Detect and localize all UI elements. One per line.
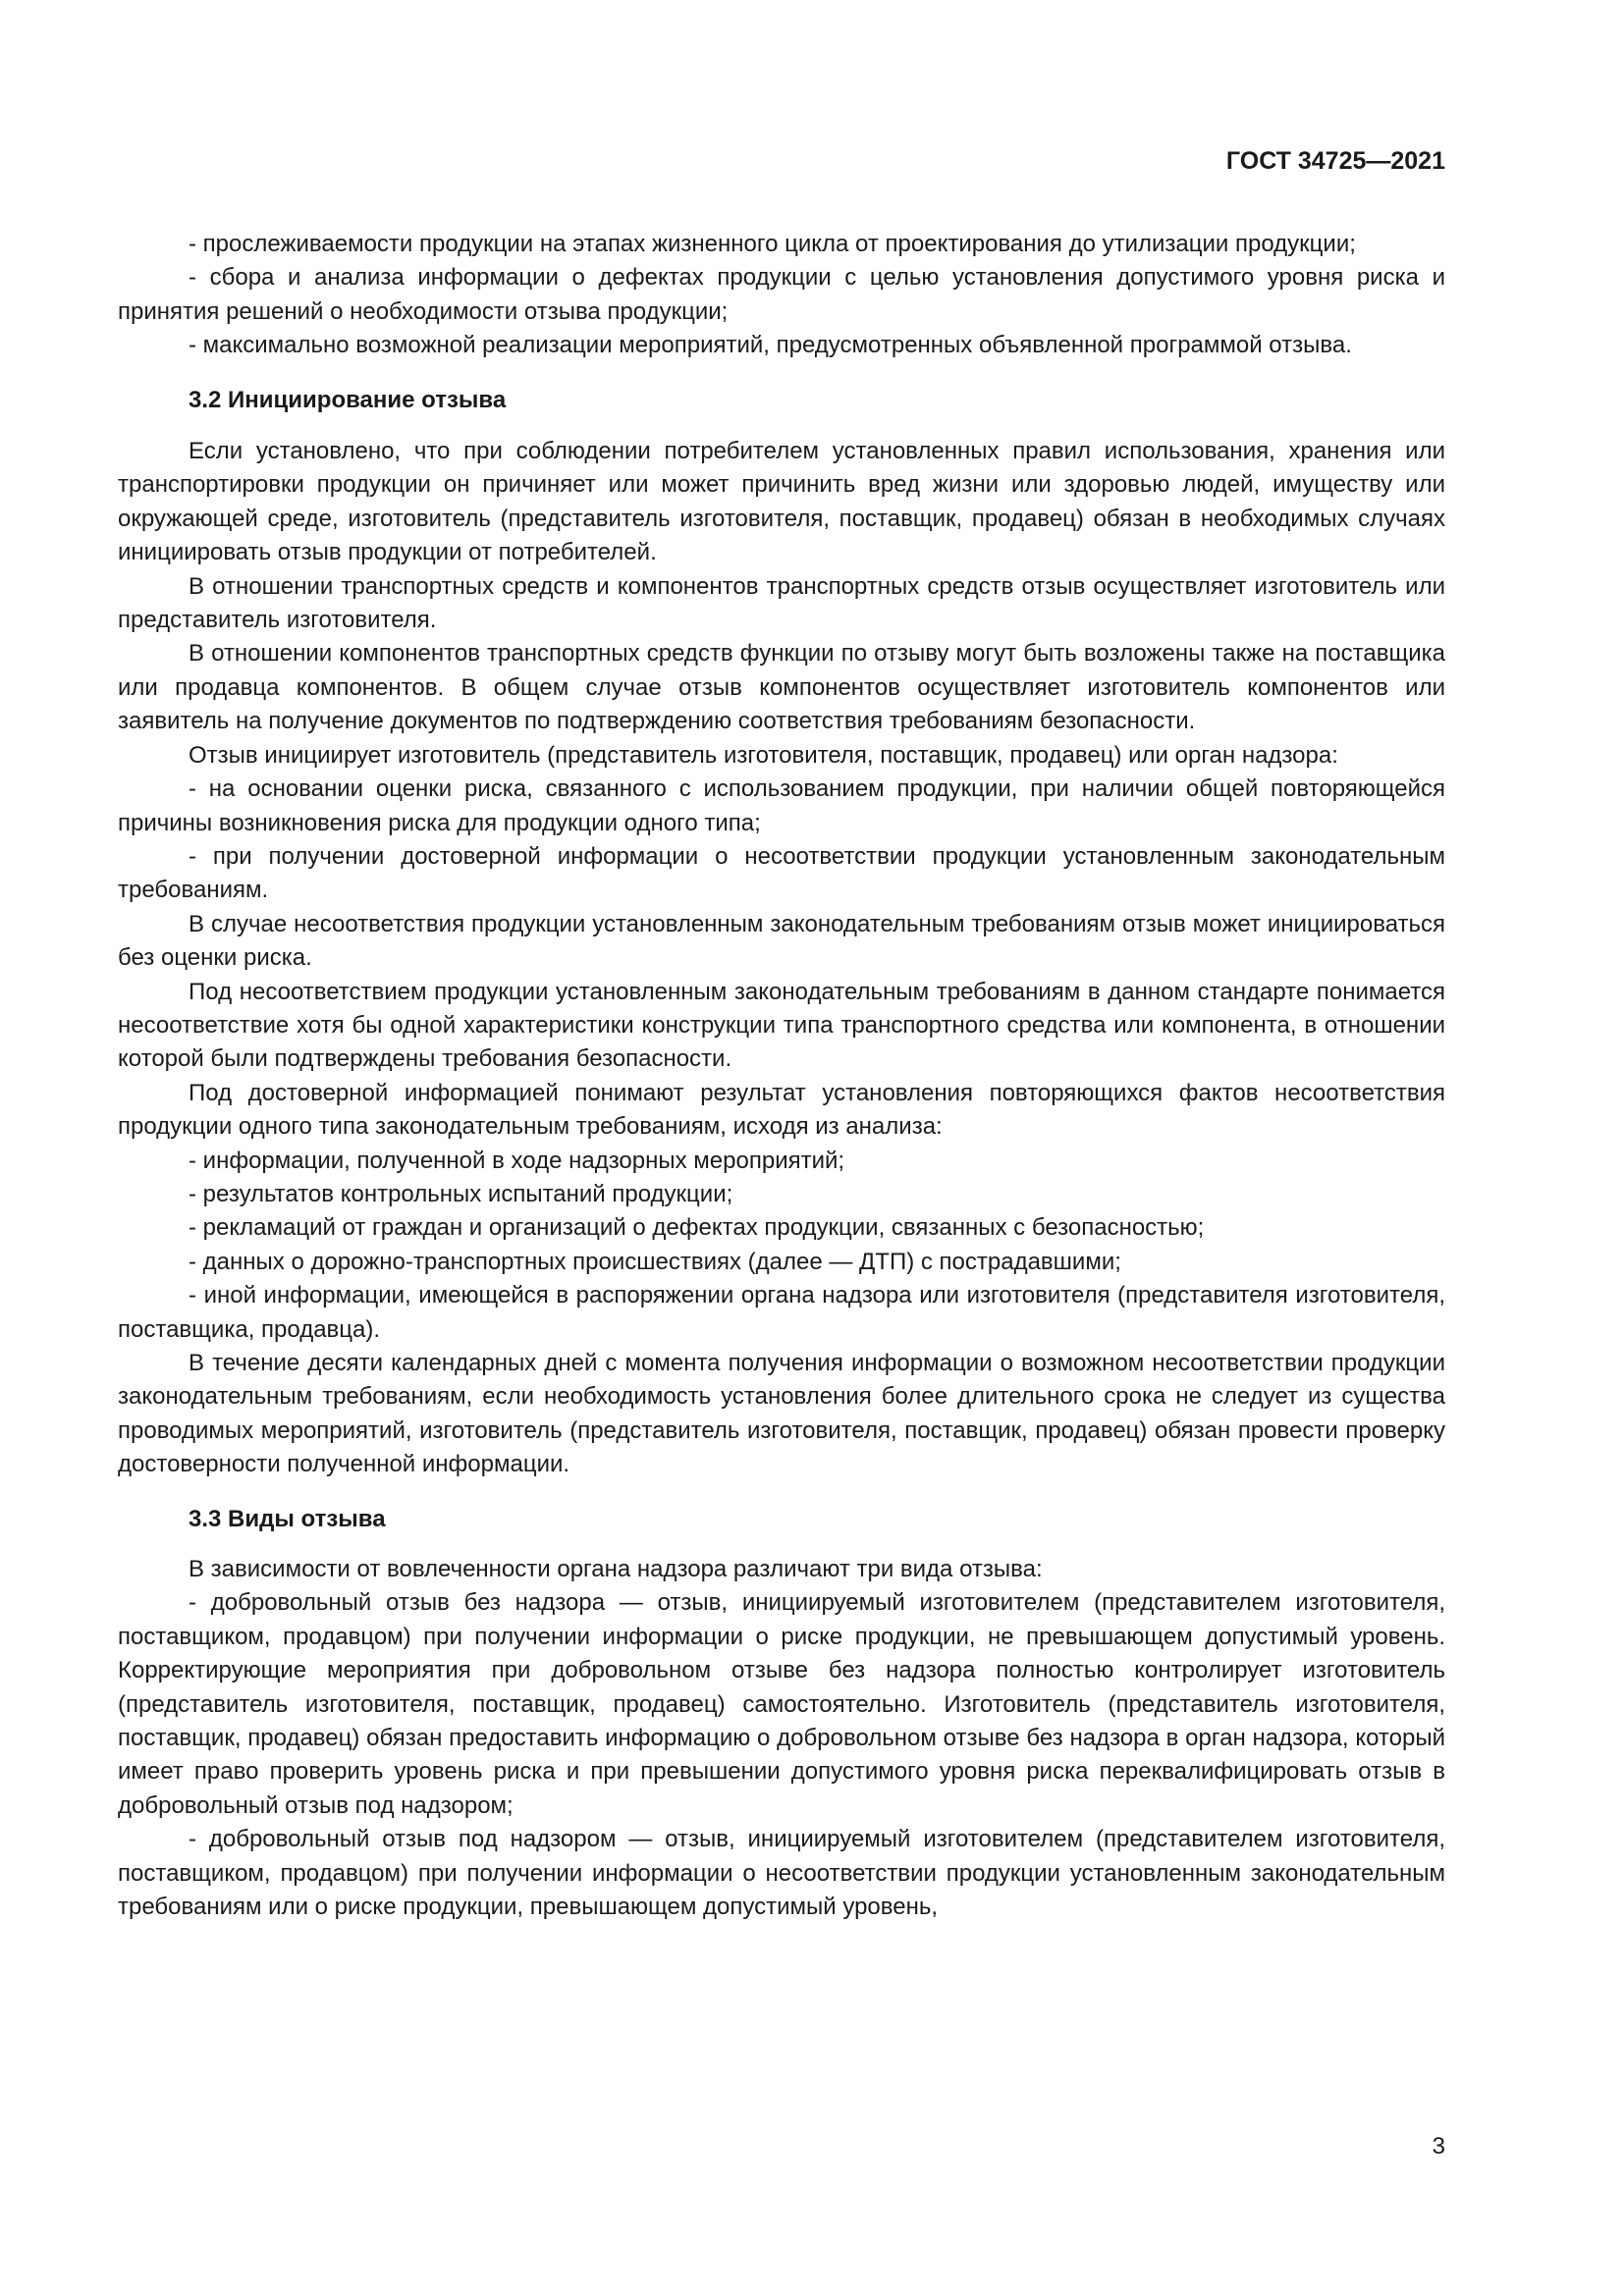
paragraph: Отзыв инициирует изготовитель (представитель изготовителя, поставщик, продавец) или орган надзора: bbox=[189, 741, 1338, 769]
list-item: - на основании оценки риска, связанного с использованием продукции, при наличии общей повторяющейся причины возникновения риска для продукции одного типа; bbox=[118, 775, 1445, 836]
list-item: - иной информации, имеющейся в распоряжении органа надзора или изготовителя (представителя изготовителя, поставщика, продавца). bbox=[118, 1282, 1445, 1343]
paragraph: Если установлено, что при соблюдении потребителем установленных правил использования, хранения или транспортировки продукции он причиняет или может причинить вред жизни или здоровью людей, имуществу или окружающей среде, изготовитель (представитель изготовителя, поставщик, продавец) обязан в необходимых случаях инициировать отзыв продукции от потребителей. bbox=[118, 438, 1445, 566]
paragraph: В отношении транспортных средств и компонентов транспортных средств отзыв осуществляет изготовитель или представитель изготовителя. bbox=[118, 572, 1445, 634]
section-heading-3-2: 3.2 Инициирование отзыва bbox=[189, 386, 507, 413]
paragraph: В течение десяти календарных дней с момента получения информации о возможном несоответствии продукции законодательным требованиям, если необходимость установления более длительного срока не следует из существа проводимых мероприятий, изготовитель (представитель изготовителя, поставщик, продавец) обязан провести проверку достоверности полученной информации. bbox=[118, 1350, 1445, 1478]
list-item: - результатов контрольных испытаний продукции; bbox=[189, 1180, 733, 1207]
list-item: - добровольный отзыв без надзора — отзыв, инициируемый изготовителем (представителем изготовителя, поставщиком, продавцом) при получении информации о риске продукции, не превышающем допустимый уровень. Корректирующие мероприятия при добровольном отзыве без надзора полностью контролирует изготовитель (представитель изготовителя, поставщик, продавец) самостоятельно. Изготовитель (представитель изготовителя, поставщик, продавец) обязан предоставить информацию о добровольном отзыве без надзора в орган надзора, который имеет право проверить уровень риска и при превышении допустимого уровня риска переквалифицировать отзыв в добровольный отзыв под надзором; bbox=[118, 1589, 1445, 1819]
list-item: - максимально возможной реализации мероприятий, предусмотренных объявленной программой отзыва. bbox=[189, 332, 1352, 359]
document-body bbox=[118, 228, 1445, 1925]
list-item: - данных о дорожно-транспортных происшествиях (далее — ДТП) с пострадавшими; bbox=[189, 1248, 1121, 1275]
document-header: ГОСТ 34725—2021 bbox=[1225, 147, 1445, 175]
list-item: - при получении достоверной информации о несоответствии продукции установленным законодательным требованиям. bbox=[118, 842, 1445, 904]
paragraph: В зависимости от вовлеченности органа надзора различают три вида отзыва: bbox=[189, 1556, 1043, 1583]
list-item: - информации, полученной в ходе надзорных мероприятий; bbox=[189, 1147, 845, 1174]
list-item: - прослеживаемости продукции на этапах жизненного цикла от проектирования до утилизации продукции; bbox=[189, 231, 1356, 257]
page-number: 3 bbox=[1432, 2133, 1445, 2160]
list-item: - сбора и анализа информации о дефектах продукции с целью установления допустимого уровня риска и принятия решений о необходимости отзыва продукции; bbox=[118, 264, 1445, 325]
paragraph: Под достоверной информацией понимают результат установления повторяющихся фактов несоответствия продукции одного типа законодательным требованиям, исходя из анализа: bbox=[118, 1079, 1445, 1141]
list-item: - добровольный отзыв под надзором — отзыв, инициируемый изготовителем (представителем изготовителя, поставщиком, продавцом) при получении информации о несоответствии продукции установленным законодательным требованиям или о риске продукции, превышающем допустимый уровень, bbox=[118, 1826, 1445, 1921]
paragraph: В случае несоответствия продукции установленным законодательным требованиям отзыв может инициироваться без оценки риска. bbox=[118, 910, 1445, 972]
list-item: - рекламаций от граждан и организаций о дефектах продукции, связанных с безопасностью; bbox=[189, 1214, 1205, 1242]
paragraph: В отношении компонентов транспортных средств функции по отзыву могут быть возложены также на поставщика или продавца компонентов. В общем случае отзыв компонентов осуществляет изготовитель компонентов или заявитель на получение документов по подтверждению соответствия требованиям безопасности. bbox=[118, 640, 1445, 735]
paragraph: Под несоответствием продукции установленным законодательным требованиям в данном стандарте понимается несоответствие хотя бы одной характеристики конструкции типа транспортного средства или компонента, в отношении которой были подтверждены требования безопасности. bbox=[118, 978, 1445, 1073]
section-heading-3-3: 3.3 Виды отзыва bbox=[189, 1505, 386, 1532]
